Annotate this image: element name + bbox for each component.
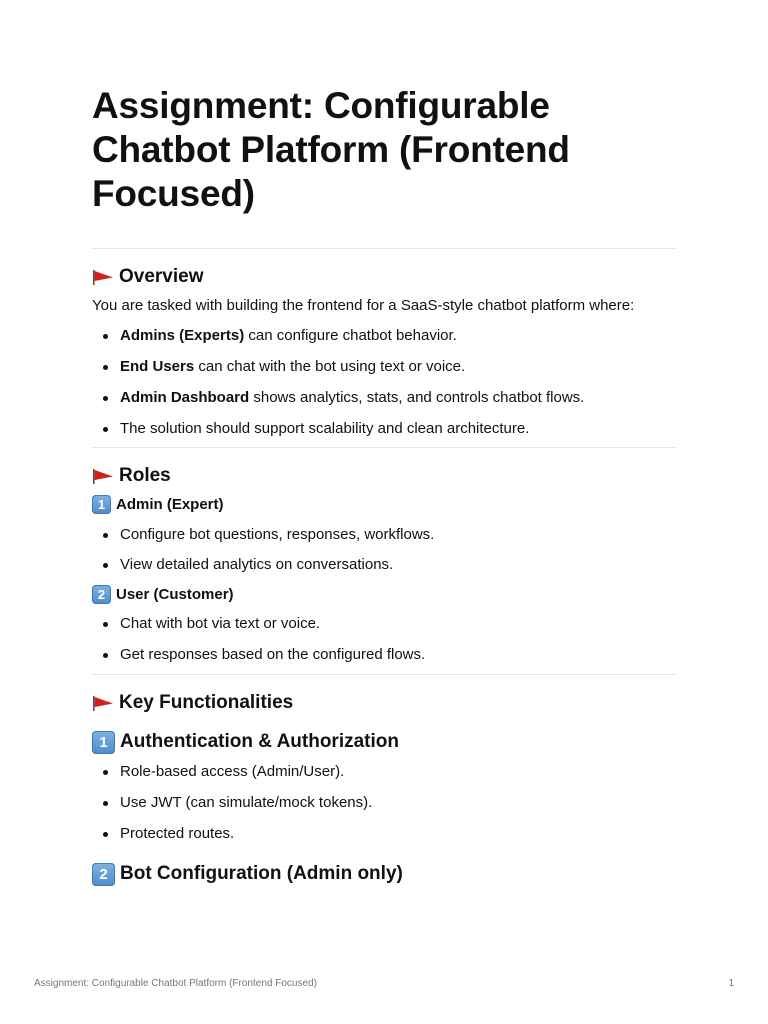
list-item: Configure bot questions, responses, workflows. [92, 524, 676, 545]
footer-title: Assignment: Configurable Chatbot Platform (Frontend Focused) [34, 978, 317, 989]
keycap-number-icon: 2 [92, 863, 115, 886]
list-item-bold: End Users [120, 358, 195, 375]
auth-heading-label: Authentication & Authorization [120, 731, 399, 752]
list-item: Protected routes. [92, 823, 676, 844]
user-role-label: User (Customer) [116, 586, 234, 603]
overview-list [92, 325, 676, 439]
admin-role-heading [92, 494, 676, 515]
triangular-flag-icon [92, 695, 114, 711]
page-number: 1 [728, 978, 734, 989]
admin-role-list [92, 524, 676, 575]
overview-heading [92, 265, 676, 289]
overview-intro: You are tasked with building the frontend for a SaaS-style chatbot platform where: [92, 297, 635, 314]
key-functionalities-heading-label: Key Functionalities [119, 692, 294, 713]
document-title: Assignment: Configurable Chatbot Platform (Frontend Focused) [92, 85, 570, 214]
page-footer [34, 978, 734, 989]
list-item-text: can chat with the bot using text or voice. [194, 358, 466, 375]
key-functionalities-heading [92, 691, 676, 715]
keycap-number-icon: 1 [92, 495, 111, 514]
list-item [92, 387, 676, 408]
bot-config-heading-label: Bot Configuration (Admin only) [120, 863, 403, 884]
bot-config-heading [92, 861, 676, 887]
list-item: Use JWT (can simulate/mock tokens). [92, 792, 676, 813]
user-role-heading [92, 584, 676, 605]
keycap-number-icon: 1 [92, 731, 115, 754]
list-item-text: can configure chatbot behavior. [244, 327, 457, 344]
list-item [92, 418, 676, 439]
list-item-bold: Admins (Experts) [120, 327, 245, 344]
list-item: Role-based access (Admin/User). [92, 761, 676, 782]
list-item: Chat with bot via text or voice. [92, 613, 676, 634]
triangular-flag-icon [92, 468, 114, 484]
list-item-bold: Admin Dashboard [120, 389, 250, 406]
list-item: View detailed analytics on conversations. [92, 554, 676, 575]
user-role-list [92, 613, 676, 665]
document-page [92, 84, 676, 887]
list-item [92, 356, 676, 377]
overview-heading-label: Overview [119, 266, 204, 287]
list-item-text: The solution should support scalability and clean architecture. [120, 420, 530, 437]
keycap-number-icon: 2 [92, 585, 111, 604]
list-item-text: shows analytics, stats, and controls chatbot flows. [249, 389, 585, 406]
auth-heading [92, 729, 676, 755]
auth-list [92, 761, 676, 844]
admin-role-label: Admin (Expert) [116, 496, 224, 513]
roles-heading [92, 464, 676, 488]
list-item: Get responses based on the configured flows. [92, 644, 676, 665]
list-item [92, 325, 676, 346]
roles-heading-label: Roles [119, 465, 171, 486]
triangular-flag-icon [92, 269, 114, 285]
